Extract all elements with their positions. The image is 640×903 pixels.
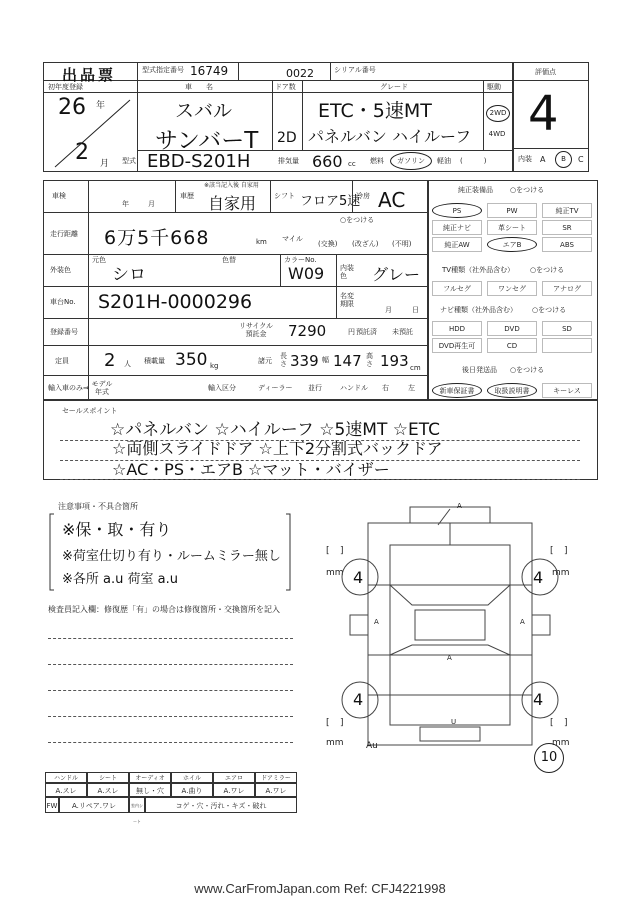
equipment-mark: ○をつける — [510, 186, 545, 194]
parallel-option: 並行 — [308, 384, 322, 392]
equipment-item-tv-2: アナログ — [542, 281, 592, 296]
legend-header-1: シート — [87, 772, 129, 783]
interior-c: C — [578, 155, 584, 164]
grade-line-1: ETC・5速MT — [318, 100, 432, 122]
legend-code-0: A.スレ — [45, 783, 87, 797]
width-label: 幅 — [322, 356, 329, 364]
height-label: 高さ — [366, 352, 373, 368]
right-hand: 右 — [382, 384, 389, 392]
svg-text:]: ] — [564, 718, 568, 728]
legend-header-3: ホイル — [171, 772, 213, 783]
recycle-paid: 預託済 — [356, 328, 377, 336]
load-value: 350 — [175, 350, 208, 370]
disp-unit: cc — [348, 160, 356, 168]
recycle-value: 7290 — [288, 322, 327, 340]
tv-mark: ○をつける — [530, 266, 565, 274]
svg-text:[: [ — [326, 718, 330, 728]
legend-damage-0: A.リペア.ワレ — [59, 797, 129, 813]
title-day: 日 — [412, 306, 419, 314]
outer-color-label: 外装色 — [50, 266, 71, 274]
grade-label: グレード — [380, 83, 408, 91]
later-mark: ○をつける — [510, 366, 545, 374]
car-name-label: 車 名 — [185, 83, 213, 91]
legend-code-1: A.スレ — [87, 783, 129, 797]
usage-value: 自家用 — [208, 194, 257, 213]
title-label: 名変期限 — [340, 292, 354, 308]
car-name-model: サンバーT — [155, 128, 259, 154]
chassis-value: S201H-0000296 — [98, 291, 253, 313]
fuel-diesel: 軽油 — [437, 157, 451, 165]
tire-rl: 4 — [353, 690, 364, 709]
equipment-item-later-0: 新車保証書 — [432, 383, 482, 398]
interior-b: B — [555, 151, 572, 168]
class-code-value: 0022 — [286, 67, 314, 80]
equipment-item-navi-0: HDD — [432, 321, 482, 336]
equipment-item-tv-0: フルセグ — [432, 281, 482, 296]
equipment-item-row1-2: 純正TV — [542, 203, 592, 218]
inner-color-value: グレー — [372, 265, 421, 284]
km-fixed: (交換) — [318, 240, 338, 248]
navi-mark: ○をつける — [532, 306, 567, 314]
height-value: 193 — [380, 352, 409, 370]
fuel-gasoline: ガソリン — [390, 152, 432, 170]
equipment-item-row3-2: ABS — [542, 237, 592, 252]
type-label: 型式 — [122, 157, 136, 165]
km-tampered: (改ざん) — [352, 240, 379, 248]
sales-line-3: ☆AC・PS・エアB ☆マット・バイザー — [112, 460, 390, 479]
equipment-item-navi2-0: DVD再生可 — [432, 338, 482, 353]
legend-header-4: エアロ — [213, 772, 255, 783]
svg-text:mm: mm — [552, 738, 570, 748]
year-value: 26 — [58, 95, 86, 120]
orig-color-label: 元色 — [92, 256, 106, 264]
legend-code-3: A.曲り — [171, 783, 213, 797]
equipment-item-tv-1: ワンセグ — [487, 281, 537, 296]
import-label: 輸入車のみ⇒ — [48, 384, 89, 392]
drive-2wd: 2WD — [486, 105, 510, 122]
note-line-2: ※荷室仕切り有り・ルームミラー無し — [62, 549, 281, 564]
cm-unit: cm — [410, 364, 421, 372]
drive-label: 駆動 — [487, 83, 501, 91]
width-value: 147 — [333, 352, 362, 370]
model-year-label: モデル年式 — [91, 380, 113, 396]
disp-value: 660 — [312, 152, 343, 171]
year-unit: 年 — [96, 101, 106, 111]
color-no-label: カラーNo. — [284, 256, 317, 264]
svg-text:[: [ — [550, 546, 554, 556]
equipment-item-later-2: キーレス — [542, 383, 592, 398]
svg-text:mm: mm — [326, 738, 344, 748]
fuel-other: ( ) — [460, 157, 487, 165]
mileage-label: 走行距離 — [50, 230, 78, 238]
inspection-month: 月 — [148, 200, 155, 208]
equipment-item-navi2-2 — [542, 338, 592, 353]
km-unit: km — [256, 238, 267, 246]
equipment-item-row3-1: エアB — [487, 237, 537, 252]
month-value: 2 — [75, 140, 89, 165]
mark-u: U — [451, 718, 457, 726]
svg-text:]: ] — [340, 718, 344, 728]
car-diagram — [320, 495, 580, 755]
svg-text:[: [ — [550, 718, 554, 728]
mark-a-right: A — [520, 618, 525, 626]
interior-a: A — [540, 155, 546, 164]
mark-a-left: A — [374, 618, 379, 626]
ac-value: AC — [378, 188, 406, 212]
mark-a-center: A — [447, 654, 452, 662]
capacity-label: 定員 — [55, 357, 69, 365]
spare-value: 10 — [534, 743, 564, 773]
legend-header-5: ドアミラー — [255, 772, 297, 783]
svg-text:mm: mm — [552, 568, 570, 578]
usage-label: 車歴 — [180, 192, 194, 200]
doc-title: 出品票 — [62, 66, 117, 84]
model-code-label: 型式指定番号 — [142, 66, 184, 74]
handle-label: ハンドル — [340, 384, 368, 392]
equipment-item-row2-0: 純正ナビ — [432, 220, 482, 235]
equipment-title: 純正装備品 — [458, 186, 493, 194]
inspection-label: 車検 — [52, 192, 66, 200]
equipment-item-navi2-1: CD — [487, 338, 537, 353]
ac-label: 冷房 — [356, 192, 370, 200]
svg-text:mm: mm — [326, 568, 344, 578]
equipment-item-navi-1: DVD — [487, 321, 537, 336]
chassis-label: 車台No. — [50, 298, 76, 306]
inspector-label: 検査員記入欄：修復歴「有」の場合は修復箇所・交換箇所を記入 — [48, 605, 280, 614]
legend-code-5: A.ワレ — [255, 783, 297, 797]
equipment-item-row2-1: 革シート — [487, 220, 537, 235]
equipment-item-row1-0: PS — [432, 203, 482, 218]
tire-fl: 4 — [353, 568, 364, 587]
type-value: EBD-S201H — [147, 151, 251, 172]
interior-label: 内装 — [518, 155, 532, 163]
shift-label: シフト — [274, 192, 295, 200]
recycle-unit: 円 — [348, 328, 355, 336]
grade-line-2: パネルバン ハイルーフ — [308, 127, 472, 146]
title-month: 月 — [385, 306, 392, 314]
disp-label: 排気量 — [278, 157, 299, 165]
mileage-value: 6万5千668 — [104, 227, 210, 249]
tv-label: TV種類（社外品含む） — [442, 266, 515, 274]
legend-damage-2: コゲ・穴・汚れ・キズ・破れ — [145, 797, 297, 813]
car-name-maker: スバル — [175, 100, 233, 122]
doors-label: ドア数 — [275, 83, 296, 91]
first-reg-label: 初年度登録 — [48, 83, 83, 91]
legend-code-4: A.ワレ — [213, 783, 255, 797]
inspection-year: 年 — [122, 200, 129, 208]
eval-value: 4 — [528, 86, 559, 142]
tire-fr: 4 — [533, 568, 544, 587]
svg-text:]: ] — [340, 546, 344, 556]
sales-label: セールスポイント — [62, 407, 118, 415]
import-class-label: 輸入区分 — [208, 384, 236, 392]
notes-label: 注意事項・不具合箇所 — [58, 502, 138, 511]
note-line-3: ※各所 a.u 荷室 a.u — [62, 572, 178, 587]
svg-text:]: ] — [564, 546, 568, 556]
color-change-label: 色替 — [222, 256, 236, 264]
recycle-not: 未預託 — [392, 328, 413, 336]
model-code-value: 16749 — [190, 64, 229, 78]
equipment-item-later-1: 取扱説明書 — [487, 383, 537, 398]
km-unknown: (不明) — [392, 240, 412, 248]
month-unit: 月 — [100, 159, 110, 169]
color-no-value: W09 — [288, 264, 325, 283]
capacity-value: 2 — [104, 350, 116, 371]
sales-line-2: ☆両側スライドドア ☆上下2分割式バックドア — [112, 439, 443, 458]
footer-watermark: www.CarFromJapan.com Ref: CFJ4221998 — [194, 881, 446, 896]
mark-a-top: A — [457, 502, 462, 510]
usage-note: ※該当記入後 自家用 — [204, 182, 259, 189]
eval-label: 評価点 — [535, 68, 556, 76]
recycle-label: リサイクル預託金 — [238, 322, 274, 338]
drive-4wd: 4WD — [488, 130, 506, 138]
dealer-option: ディーラー — [258, 384, 293, 392]
serial-label: シリアル番号 — [334, 66, 376, 74]
len-label: 長さ — [280, 352, 287, 368]
left-hand: 左 — [408, 384, 415, 392]
inner-color-label: 内装色 — [340, 264, 354, 280]
legend-header-0: ハンドル — [45, 772, 87, 783]
equipment-item-navi-2: SD — [542, 321, 592, 336]
outer-color-value: シロ — [112, 265, 146, 285]
mark-sign: ○をつける — [340, 216, 375, 224]
note-line-1: ※保・取・有り — [62, 520, 172, 539]
sales-line-1: ☆パネルバン ☆ハイルーフ ☆5速MT ☆ETC — [110, 420, 440, 440]
len-value: 339 — [290, 352, 319, 370]
mile-label: マイル — [282, 235, 303, 243]
doors-value: 2D — [277, 130, 297, 146]
capacity-unit: 人 — [124, 360, 131, 368]
legend-header-2: オーディオ — [129, 772, 171, 783]
tire-rr: 4 — [533, 690, 544, 709]
load-unit: kg — [210, 362, 219, 370]
equipment-item-row2-2: SR — [542, 220, 592, 235]
fuel-label: 燃料 — [370, 157, 384, 165]
later-label: 後日発送品 — [462, 366, 497, 374]
reg-label: 登録番号 — [50, 328, 78, 336]
equipment-item-row3-0: 純正AW — [432, 237, 482, 252]
svg-text:[: [ — [326, 546, 330, 556]
legend-fw: FW — [45, 797, 59, 813]
legend-code-2: 無し・穴 — [129, 783, 171, 797]
mark-au: Au — [366, 741, 378, 751]
legend-damage-1: 室内シート — [129, 797, 145, 813]
dims-label: 諸元 — [258, 357, 272, 365]
load-label: 積載量 — [144, 357, 165, 365]
equipment-item-row1-1: PW — [487, 203, 537, 218]
navi-label: ナビ種類（社外品含む） — [440, 306, 517, 314]
shift-value: フロア5速 — [300, 194, 361, 209]
